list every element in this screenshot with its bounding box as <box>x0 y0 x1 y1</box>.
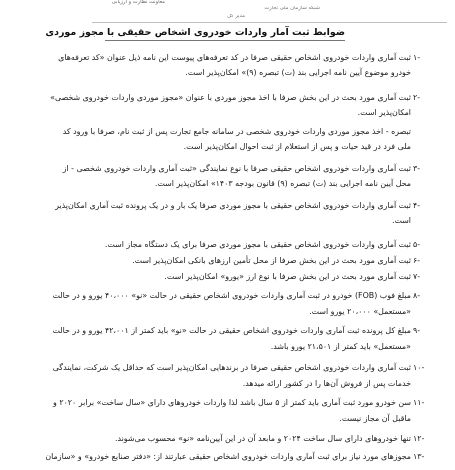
list-item-13 <box>0 451 455 462</box>
item-number: -۷ <box>413 272 421 281</box>
header-org-line: معاونت نظارت و ارزیابی <box>111 0 165 5</box>
list-item-11 <box>0 397 455 408</box>
item-number: -۸ <box>413 291 421 300</box>
list-item-7 <box>0 271 455 282</box>
item-number: -۲ <box>413 93 421 102</box>
header-divider <box>92 22 447 23</box>
list-item-3 <box>0 163 455 174</box>
list-item-1-cont <box>0 67 455 78</box>
item-line: ثبت آماری واردات خودروی اشخاص حقیقی صرفا در کد تعرفه‌های پیوست این نامه ذیل عنوان «کد تعرفه‌های <box>58 53 411 62</box>
item-number: -۱۰ <box>413 363 425 372</box>
list-item-8-cont <box>0 306 455 317</box>
item-number: -۹ <box>413 326 421 335</box>
item-line: «مستعمل» باید کمتر از ۲۱،۵۰۱ یورو باشد. <box>270 342 411 351</box>
item-line: ثبت آماری واردات خودروی اشخاص حقیقی صرفا در برندهایی امکان‌پذیر است که حداقل یک شرکت، نمایندگی <box>52 363 411 372</box>
item-line: ثبت آماری واردات خودروی اشخاص حقیقی با مجوز موردی صرفا یک بار و در یک پرونده ثبت آماری امکان‌پذیر <box>55 201 411 210</box>
document-title: ضوابط ثبت آمار واردات خودروی اشخاص حقیقی با مجوز موردی <box>45 27 345 38</box>
list-item-2-cont <box>0 107 455 118</box>
item-line: ثبت آماری مورد بحث در این بخش صرفا با نوع ارز «یورو» امکان‌پذیر است. <box>164 272 411 281</box>
item-number: -۳ <box>413 164 421 173</box>
note-line: تبصره - اخذ مجوز موردی واردات خودروی شخصی در سامانه جامع تجارت پس از ثبت نام، صرفا با ورود کد <box>62 127 411 136</box>
list-item-12 <box>0 433 455 444</box>
item-line: ثبت آماری مورد بحث در این بخش صرفا از محل تأمین ارزهای بانکی امکان‌پذیر است. <box>132 256 411 265</box>
header-director: مدیر کل <box>227 14 245 19</box>
header-sub-line: شبکه سازمان ملی تجارت <box>264 6 320 11</box>
item-number: -۵ <box>413 240 421 249</box>
item-line: محل آیین نامه اجرایی بند (ت) تبصره (۹) قانون بودجه ۱۴۰۳» امکان‌پذیر است. <box>154 179 411 188</box>
list-item-8 <box>0 290 455 301</box>
item-line: خودرو موضوع آیین نامه اجرایی بند (ت) تبصره (۹)» امکان‌پذیر است. <box>185 68 411 77</box>
item-number: -۱ <box>413 53 421 62</box>
item-number: -۱۳ <box>413 452 425 461</box>
note-item-cont <box>0 141 455 152</box>
item-line: امکان‌پذیر است. <box>357 108 411 117</box>
item-line: ثبت آماری مورد بحث در این بخش صرفا با اخذ مجوز موردی با عنوان «مجوز موردی واردات خودروی شخصی» <box>50 93 411 102</box>
item-line: است. <box>391 216 411 225</box>
list-item-11-cont <box>0 413 455 424</box>
item-line: مبلغ فوب (FOB) خودرو در ثبت آماری واردات خودروی اشخاص حقیقی در حالت «نو» ۴۰،۰۰۰ یورو و در حالت <box>52 291 411 300</box>
note-item <box>0 126 455 137</box>
list-item-9 <box>0 325 455 336</box>
note-line: ملی فرد در قید حیات و پس از استعلام از ثبت احوال امکان‌پذیر است. <box>183 142 411 151</box>
item-number: -۴ <box>413 201 421 210</box>
item-number: -۱۲ <box>413 434 425 443</box>
item-line: ثبت آماری واردات خودروی اشخاص حقیقی صرفا با نوع نمایندگی «ثبت آماری واردات خودروی شخصی - از <box>62 164 411 173</box>
item-line: خدمات پس از فروش آن‌ها را در کشور ارائه میدهد. <box>242 379 411 388</box>
item-number: -۶ <box>413 256 421 265</box>
list-item-6 <box>0 255 455 266</box>
item-line: ماقبل آن مجاز نیست. <box>339 414 411 423</box>
list-item-4 <box>0 200 455 211</box>
item-line: سن خودرو مورد ثبت آماری باید کمتر از ۵ سال باشد لذا واردات خودروهای دارای «سال ساخت» برابر ۲۰۲۰ و <box>53 398 411 407</box>
list-item-5 <box>0 239 455 250</box>
item-line: مجوزهای مورد نیاز برای ثبت آماری واردات خودروی اشخاص حقیقی عبارتند از: «دفتر صنایع خودرو» و «سازمان <box>45 452 411 461</box>
item-line: «مستعمل» ۲۰،۰۰۰ یورو است. <box>309 307 411 316</box>
item-line: ثبت آماری واردات خودروی اشخاص حقیقی با مجوز موردی صرفا برای یک دستگاه مجاز است. <box>104 240 411 249</box>
list-item-3-cont <box>0 178 455 189</box>
item-number: -۱۱ <box>413 398 425 407</box>
title-underline <box>105 40 345 41</box>
item-line: تنها خودروهای دارای سال ساخت ۲۰۲۴ و مابعد آن در این آیین‌نامه «نو» محسوب می‌شوند. <box>114 434 411 443</box>
list-item-10 <box>0 362 455 373</box>
list-item-9-cont <box>0 341 455 352</box>
item-line: مبلغ کل پرونده ثبت آماری واردات خودروی اشخاص حقیقی در حالت «نو» باید کمتر از ۴۲،۰۰۱ یورو و در حالت <box>52 326 411 335</box>
list-item-10-cont <box>0 378 455 389</box>
list-item-2 <box>0 92 455 103</box>
list-item-1 <box>0 52 455 63</box>
list-item-4-cont <box>0 215 455 226</box>
